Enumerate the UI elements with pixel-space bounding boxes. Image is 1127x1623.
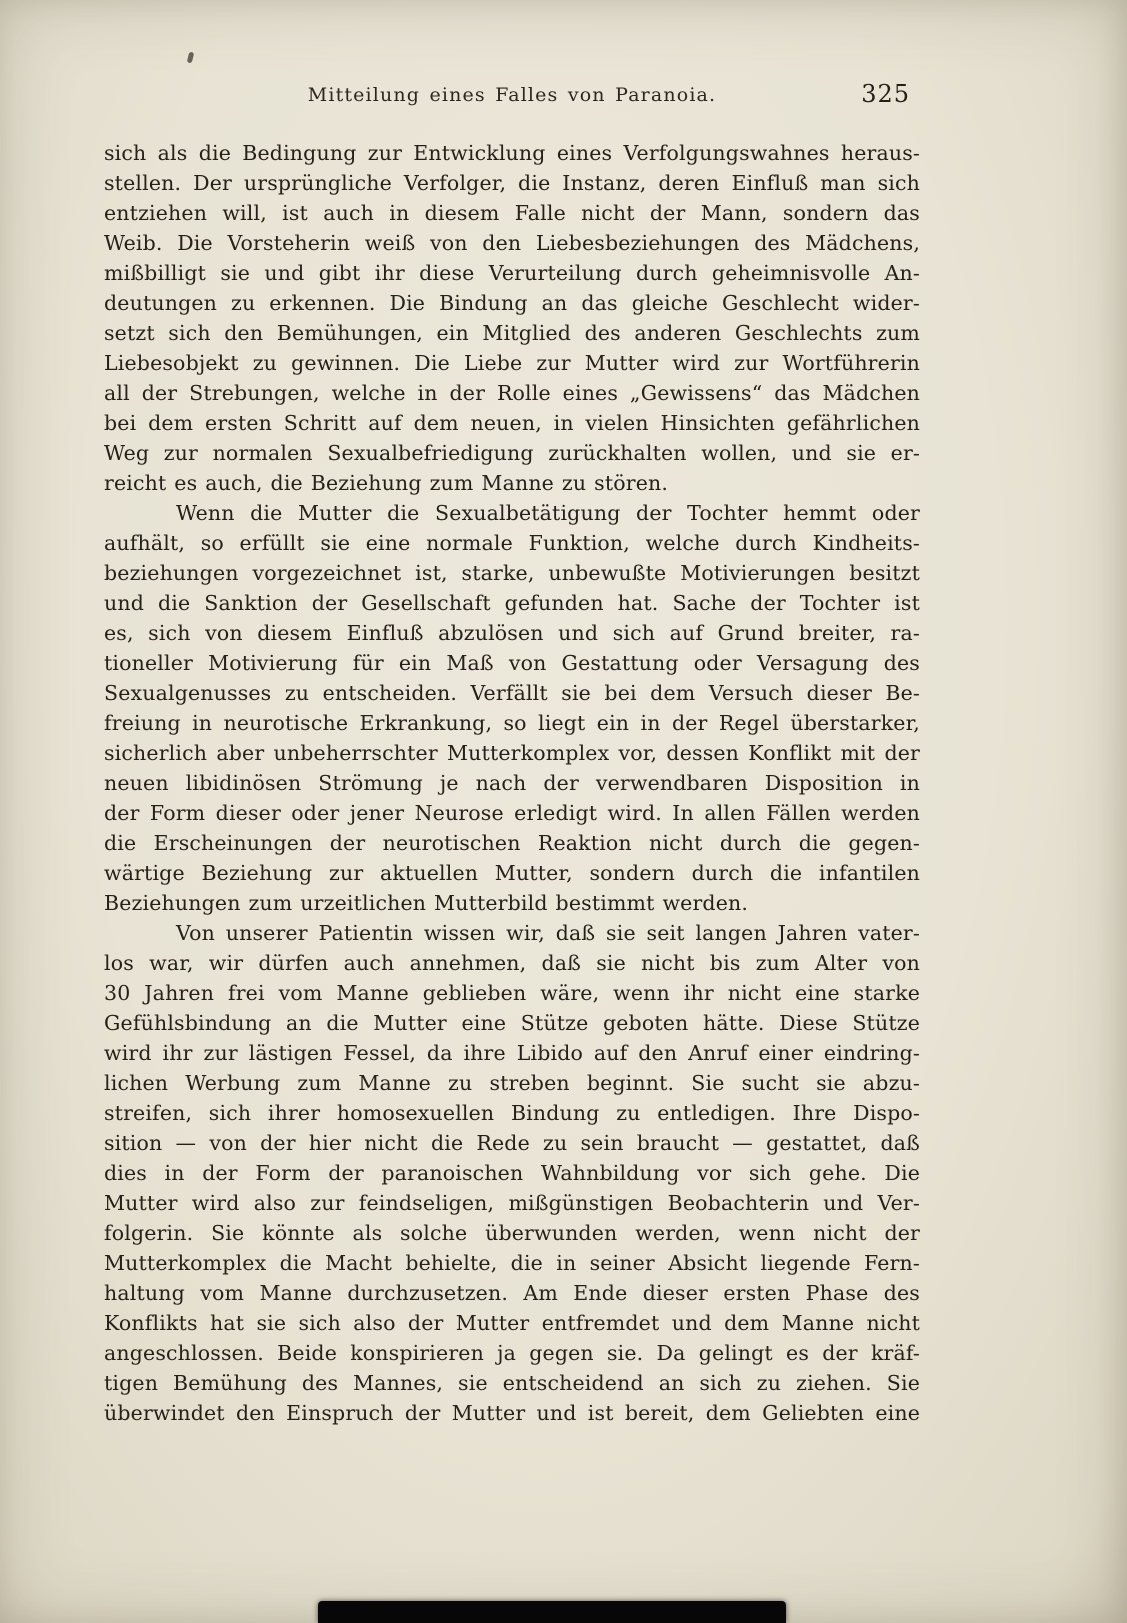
text-line: die Erscheinungen der neurotischen Reaktion nicht durch die gegen- <box>104 831 920 855</box>
text-line: all der Strebungen, welche in der Rolle eines „Gewissens“ das Mädchen <box>104 381 920 405</box>
text-line: tioneller Motivierung für ein Maß von Gestattung oder Versagung des <box>104 651 920 675</box>
text-line: dies in der Form der paranoischen Wahnbildung vor sich gehe. Die <box>104 1161 920 1185</box>
text-line: sicherlich aber unbeherrschter Mutterkomplex vor, dessen Konflikt mit der <box>104 741 920 765</box>
paragraph <box>104 138 920 498</box>
text-line: Liebesobjekt zu gewinnen. Die Liebe zur Mutter wird zur Wortführerin <box>104 351 920 375</box>
text-line: 30 Jahren frei vom Manne geblieben wäre, wenn ihr nicht eine starke <box>104 981 920 1005</box>
text-line: los war, wir dürfen auch annehmen, daß sie nicht bis zum Alter von <box>104 951 920 975</box>
text-line: überwindet den Einspruch der Mutter und ist bereit, dem Geliebten eine <box>104 1401 920 1425</box>
text-line: sition — von der hier nicht die Rede zu sein braucht — gestattet, daß <box>104 1131 920 1155</box>
page-header <box>104 80 920 112</box>
text-line: Gefühlsbindung an die Mutter eine Stütze geboten hätte. Diese Stütze <box>104 1011 920 1035</box>
text-line: deutungen zu erkennen. Die Bindung an das gleiche Geschlecht wider- <box>104 291 920 315</box>
text-line: entziehen will, ist auch in diesem Falle nicht der Mann, sondern das <box>104 201 920 225</box>
text-line: freiung in neurotische Erkrankung, so liegt ein in der Regel überstarker, <box>104 711 920 735</box>
text-line: Konflikts hat sie sich also der Mutter entfremdet und dem Manne nicht <box>104 1311 920 1335</box>
text-line: setzt sich den Bemühungen, ein Mitglied des anderen Geschlechts zum <box>104 321 920 345</box>
text-line: bei dem ersten Schritt auf dem neuen, in vielen Hinsichten gefährlichen <box>104 411 920 435</box>
text-line: sich als die Bedingung zur Entwicklung eines Verfolgungswahnes heraus- <box>104 141 920 165</box>
text-block <box>104 138 920 1428</box>
text-line: reicht es auch, die Beziehung zum Manne zu stören. <box>104 471 669 495</box>
text-line: wird ihr zur lästigen Fessel, da ihre Libido auf den Anruf einer eindring- <box>104 1041 920 1065</box>
text-line: Sexualgenusses zu entscheiden. Verfällt sie bei dem Versuch dieser Be- <box>104 681 920 705</box>
text-line: folgerin. Sie könnte als solche überwunden werden, wenn nicht der <box>104 1221 920 1245</box>
text-line: tigen Bemühung des Mannes, sie entscheidend an sich zu ziehen. Sie <box>104 1371 920 1395</box>
text-line: haltung vom Manne durchzusetzen. Am Ende dieser ersten Phase des <box>104 1281 920 1305</box>
text-line: Weib. Die Vorsteherin weiß von den Liebesbeziehungen des Mädchens, <box>104 231 920 255</box>
paragraph <box>104 918 920 1428</box>
scan-speck <box>187 52 195 64</box>
text-line: stellen. Der ursprüngliche Verfolger, die Instanz, deren Einfluß man sich <box>104 171 920 195</box>
text-line: wärtige Beziehung zur aktuellen Mutter, sondern durch die infantilen <box>104 861 920 885</box>
text-line: beziehungen vorgezeichnet ist, starke, unbewußte Motivierungen besitzt <box>104 561 920 585</box>
text-line: Beziehungen zum urzeitlichen Mutterbild bestimmt werden. <box>104 891 749 915</box>
scan-artifact-bar <box>318 1601 786 1623</box>
text-line: aufhält, so erfüllt sie eine normale Funktion, welche durch Kindheits- <box>104 531 920 555</box>
text-line: Von unserer Patientin wissen wir, daß sie seit langen Jahren vater- <box>176 921 920 945</box>
text-line: der Form dieser oder jener Neurose erledigt wird. In allen Fällen werden <box>104 801 920 825</box>
text-line: angeschlossen. Beide konspirieren ja gegen sie. Da gelingt es der kräf- <box>104 1341 920 1365</box>
text-line: Wenn die Mutter die Sexualbetätigung der Tochter hemmt oder <box>176 501 920 525</box>
text-line: Weg zur normalen Sexualbefriedigung zurückhalten wollen, und sie er- <box>104 441 920 465</box>
page-number: 325 <box>861 80 910 108</box>
paragraph <box>104 498 920 918</box>
text-line: neuen libidinösen Strömung je nach der verwendbaren Disposition in <box>104 771 920 795</box>
text-line: es, sich von diesem Einfluß abzulösen und sich auf Grund breiter, ra- <box>104 621 920 645</box>
text-line: lichen Werbung zum Manne zu streben beginnt. Sie sucht sie abzu- <box>104 1071 920 1095</box>
text-line: Mutterkomplex die Macht behielte, die in seiner Absicht liegende Fern- <box>104 1251 920 1275</box>
text-line: streifen, sich ihrer homosexuellen Bindung zu entledigen. Ihre Dispo- <box>104 1101 920 1125</box>
text-line: Mutter wird also zur feindseligen, mißgünstigen Beobachterin und Ver- <box>104 1191 920 1215</box>
text-line: und die Sanktion der Gesellschaft gefunden hat. Sache der Tochter ist <box>104 591 920 615</box>
text-line: mißbilligt sie und gibt ihr diese Verurteilung durch geheimnisvolle An- <box>104 261 920 285</box>
running-head: Mitteilung eines Falles von Paranoia. <box>307 84 717 106</box>
